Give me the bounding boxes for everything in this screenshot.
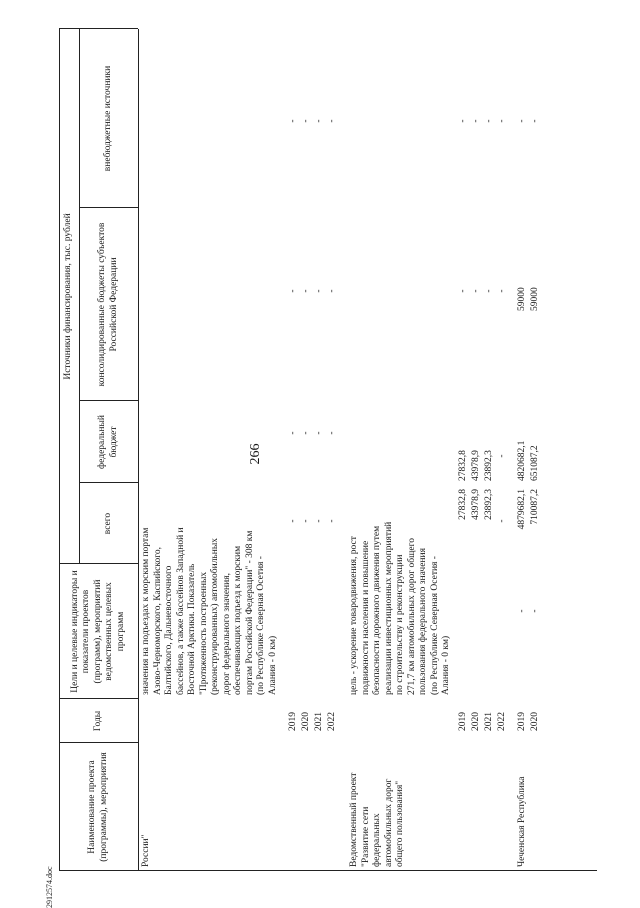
section2-goal-line: (по Республике Северная Осетия - <box>429 556 440 695</box>
page-rotator <box>59 29 597 871</box>
section1-goal-line: дорог федерального значения, <box>221 573 232 695</box>
section3-row-federal: 4820682,1 <box>517 440 527 481</box>
section2-row-offbudget: - <box>497 119 507 123</box>
section1-row-federal: - <box>327 431 337 435</box>
header-sources-group: Источники финансирования, тыс. рублей <box>63 213 74 380</box>
header-years: Годы <box>92 710 103 732</box>
section3-row-federal: 651087,2 <box>530 445 540 481</box>
section1-goal-line: Азово-Черноморского, Каспийского, <box>152 547 163 695</box>
section1-goal-line: Восточной Арктики. Показатель <box>187 563 197 695</box>
section1-goal-line: (по Республике Северная Осетия - <box>256 556 266 695</box>
section2-goal-line: по строительству и реконструкции <box>395 554 405 695</box>
section1-row-total: - <box>327 519 337 523</box>
section2-row-year: 2022 <box>497 712 507 731</box>
section3-row-year: 2020 <box>530 712 540 731</box>
section2-name-line: общего пользования" <box>395 780 405 867</box>
header-bottom-border <box>138 29 139 871</box>
section1-row-regional: - <box>288 289 298 293</box>
section3-row-offbudget: - <box>530 119 540 123</box>
section3-row-total: 710087,2 <box>530 489 540 525</box>
section1-row-regional: - <box>314 289 324 293</box>
section2-goal-line: 271,7 км автомобильных дорог общего <box>406 537 417 695</box>
section2-name-line: Ведомственный проект <box>349 772 359 867</box>
section2-row-federal: 23892,3 <box>484 450 494 481</box>
section3-row-regional: 59000 <box>517 287 527 311</box>
section1-goal-line: Балтийского, Дальневосточного <box>164 565 174 695</box>
section1-row-regional: - <box>327 289 337 293</box>
section2-row-year: 2019 <box>458 712 468 731</box>
section2-row-federal: - <box>497 454 507 458</box>
section1-row-year: 2020 <box>301 712 311 731</box>
section1-goal-line: Алания - 0 км) <box>267 635 278 695</box>
section3-row-total: 4879682,1 <box>517 489 527 530</box>
header-project-name: Наименование проекта (программы), мероприятия <box>87 752 109 862</box>
section3-row-goal: - <box>530 609 540 613</box>
section1-goal-text <box>141 527 279 695</box>
section1-row-offbudget: - <box>301 119 311 123</box>
section1-row-year: 2022 <box>327 712 337 731</box>
section2-row-federal: 43978,9 <box>471 450 481 481</box>
section2-row-offbudget: - <box>471 119 481 123</box>
section2-row-offbudget: - <box>484 119 494 123</box>
section1-row-regional: - <box>301 289 311 293</box>
section1-row-federal: - <box>301 431 311 435</box>
section2-goal-line: реализации инвестиционных мероприятий <box>383 521 394 695</box>
financing-table <box>59 29 597 871</box>
section1-goal-line: обеспечивающих подъезд к морским <box>233 545 243 695</box>
section1-goal-line: "Протяженность построенных <box>198 571 209 695</box>
header-goals: Цели и целевые индикаторы и показатели проектов (программ), мероприятий ведомственных целевых программ <box>69 570 126 693</box>
section2-goal-line: Алания - 0 км) <box>441 635 451 695</box>
section1-goal-line: бассейнов, а также бассейнов Западной и <box>175 527 186 695</box>
header-offbudget-sources: внебюджетные источники <box>102 65 113 172</box>
section1-goal-line: значения на подъездах к морским портам <box>141 527 151 695</box>
section2-row-regional: - <box>458 289 468 293</box>
header-federal-budget: федеральный бюджет <box>97 415 119 469</box>
footer-document-code: 2912574.doc <box>45 866 54 908</box>
section2-row-total: - <box>497 519 507 523</box>
table-left-border <box>59 870 597 871</box>
section1-row-year: 2019 <box>288 712 298 731</box>
section1-row-offbudget: - <box>327 119 337 123</box>
section2-row-regional: - <box>484 289 494 293</box>
section1-row-total: - <box>301 519 311 523</box>
header-total: всего <box>102 512 113 535</box>
section1-row-offbudget: - <box>314 119 324 123</box>
section1-row-federal: - <box>288 431 298 435</box>
section3-region-name: Чеченская Республика <box>517 776 527 867</box>
section1-goal-line: (реконструированных) автомобильных <box>210 538 220 695</box>
section1-goal-line: портам Российской Федерации" - 308 км <box>244 530 255 695</box>
section2-goal-line: пользования федерального значения <box>418 548 428 695</box>
section2-row-federal: 27832,8 <box>458 450 468 481</box>
section2-goal-text <box>349 521 453 695</box>
header-regional-budgets: консолидированные бюджеты субъектов Российской Федерации <box>97 222 119 387</box>
section2-goal-line: подвижности населения и повышение <box>360 540 371 695</box>
section2-row-total: 27832,8 <box>458 489 468 520</box>
section2-name-line: федеральных <box>372 813 382 867</box>
section1-row-total: - <box>314 519 324 523</box>
section1-row-total: - <box>288 519 298 523</box>
section3-row-regional: 59000 <box>530 287 540 311</box>
section2-goal-line: безопасности дорожного движения путем <box>372 525 382 695</box>
page-number: 266 <box>248 443 263 465</box>
section3-row-offbudget: - <box>517 119 527 123</box>
section2-project-name <box>349 743 407 867</box>
section2-row-regional: - <box>497 289 507 293</box>
section2-row-regional: - <box>471 289 481 293</box>
section2-goal-line: цель - ускорение товародвижения, рост <box>349 536 359 695</box>
section2-row-total: 23892,3 <box>484 489 494 520</box>
section2-name-line: "Развитие сети <box>360 806 371 867</box>
section1-row-offbudget: - <box>288 119 298 123</box>
section2-row-total: 43978,9 <box>471 489 481 520</box>
section2-row-offbudget: - <box>458 119 468 123</box>
section1-project-name: России" <box>141 834 151 867</box>
section2-row-year: 2020 <box>471 712 481 731</box>
section3-row-goal: - <box>517 609 527 613</box>
section3-row-year: 2019 <box>517 712 527 731</box>
section1-row-year: 2021 <box>314 712 324 731</box>
section1-row-federal: - <box>314 431 324 435</box>
section2-row-year: 2021 <box>484 712 494 731</box>
section2-name-line: автомобильных дорог <box>383 778 394 867</box>
